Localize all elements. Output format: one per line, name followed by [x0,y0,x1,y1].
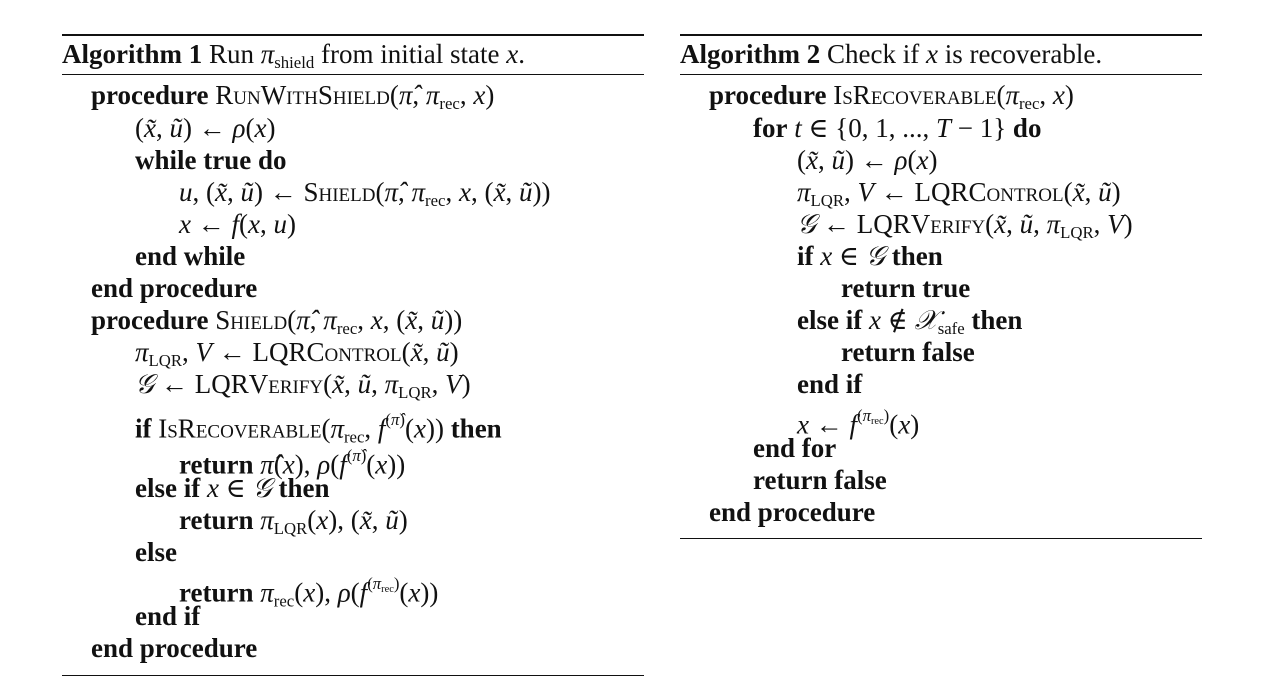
algorithm-1 [62,34,644,675]
algorithm-2-caption: Algorithm 2 Check if x is recoverable. [680,34,1202,75]
algo1-line-6: end while [135,241,246,271]
algo1-line-11: if $IsRecoverable(\pi_{rec}$, $f^{(\pî)}(x)$) then [135,410,502,447]
algo2-line-5: 𝒢 ← LQRVerify(x̃, ũ, $\pi_{LQR}$, V) [797,209,1133,243]
algo2-line-6: if x ∈ 𝒢 then [797,241,943,271]
algo2-line-1: procedure $IsRecoverable(\pi_{rec}$, x) [709,80,1074,114]
algo2-line-10: end if [797,369,863,399]
algo1-line-15: else [135,537,177,567]
algo2-line-3: (x̃, ũ) ← ρ(x) [797,145,938,175]
algo2-line-2: for t ∈ {0, 1, ..., T − 1} do [753,113,1042,143]
algo1-line-3: while true do [135,145,287,175]
algo1-bottom-rule [62,675,644,676]
algo2-line-12: end for [753,433,837,463]
algo1-line-7: end procedure [91,273,258,303]
algo2-line-8: else if x ∉ 𝒳$_{safe}$ then [797,305,1023,339]
algo2-bottom-rule [680,538,1202,539]
algo1-line-1: procedure RunWithShield(π̂, $\pi_{rec}$, x) [91,80,495,114]
algo2-line-13: return false [753,465,887,495]
algo1-line-9: $\pi_{LQR}$, V ← LQRControl(x̃, ũ) [135,337,459,371]
algo1-line-16: return $\pi_{rec}(x)$, $\rho(f^{(\pi_{rec})}(x))$ [179,574,439,611]
algo1-line-10: 𝒢 ← LQRVerify(x̃, ũ, $\pi_{LQR}$, V) [135,369,471,403]
algo2-line-14: end procedure [709,497,876,527]
algo1-line-18: end procedure [91,633,258,663]
algo1-line-17: end if [135,601,201,631]
algorithm-1-label: Algorithm 1 [62,39,203,69]
algo2-line-11: x ← $f^{(\pi_{rec})}(x)$ [797,406,920,440]
algo1-line-8: procedure Shield(π̂, $\pi_{rec}$, x, (x̃, ũ)) [91,305,463,339]
algo1-line-4: u, (x̃, ũ) ← Shield(π̂, $\pi_{rec}$, x, (x̃, ũ)) [179,177,551,211]
algo1-line-5: x ← f(x, u) [179,209,296,239]
algo1-line-2: (x̃, ũ) ← ρ(x) [135,113,276,143]
algorithm-2-label: Algorithm 2 [680,39,821,69]
algo2-line-4: $\pi_{LQR}$, V ← LQRControl(x̃, ũ) [797,177,1121,211]
algo2-line-9: return false [841,337,975,367]
algo2-line-7: return true [841,273,971,303]
algorithm-1-caption: Algorithm 1 Run $\pi_{shield}$ from initial state x. [62,34,644,75]
algo1-line-14: return $\pi_{LQR}(x)$, (x̃, ũ) [179,505,408,539]
algo1-line-13: else if x ∈ 𝒢 then [135,473,330,503]
algo1-line-12: return π̂(x), $\rho(f^{(\pî)}(x))$ [179,446,406,480]
algorithm-2 [680,34,1202,540]
